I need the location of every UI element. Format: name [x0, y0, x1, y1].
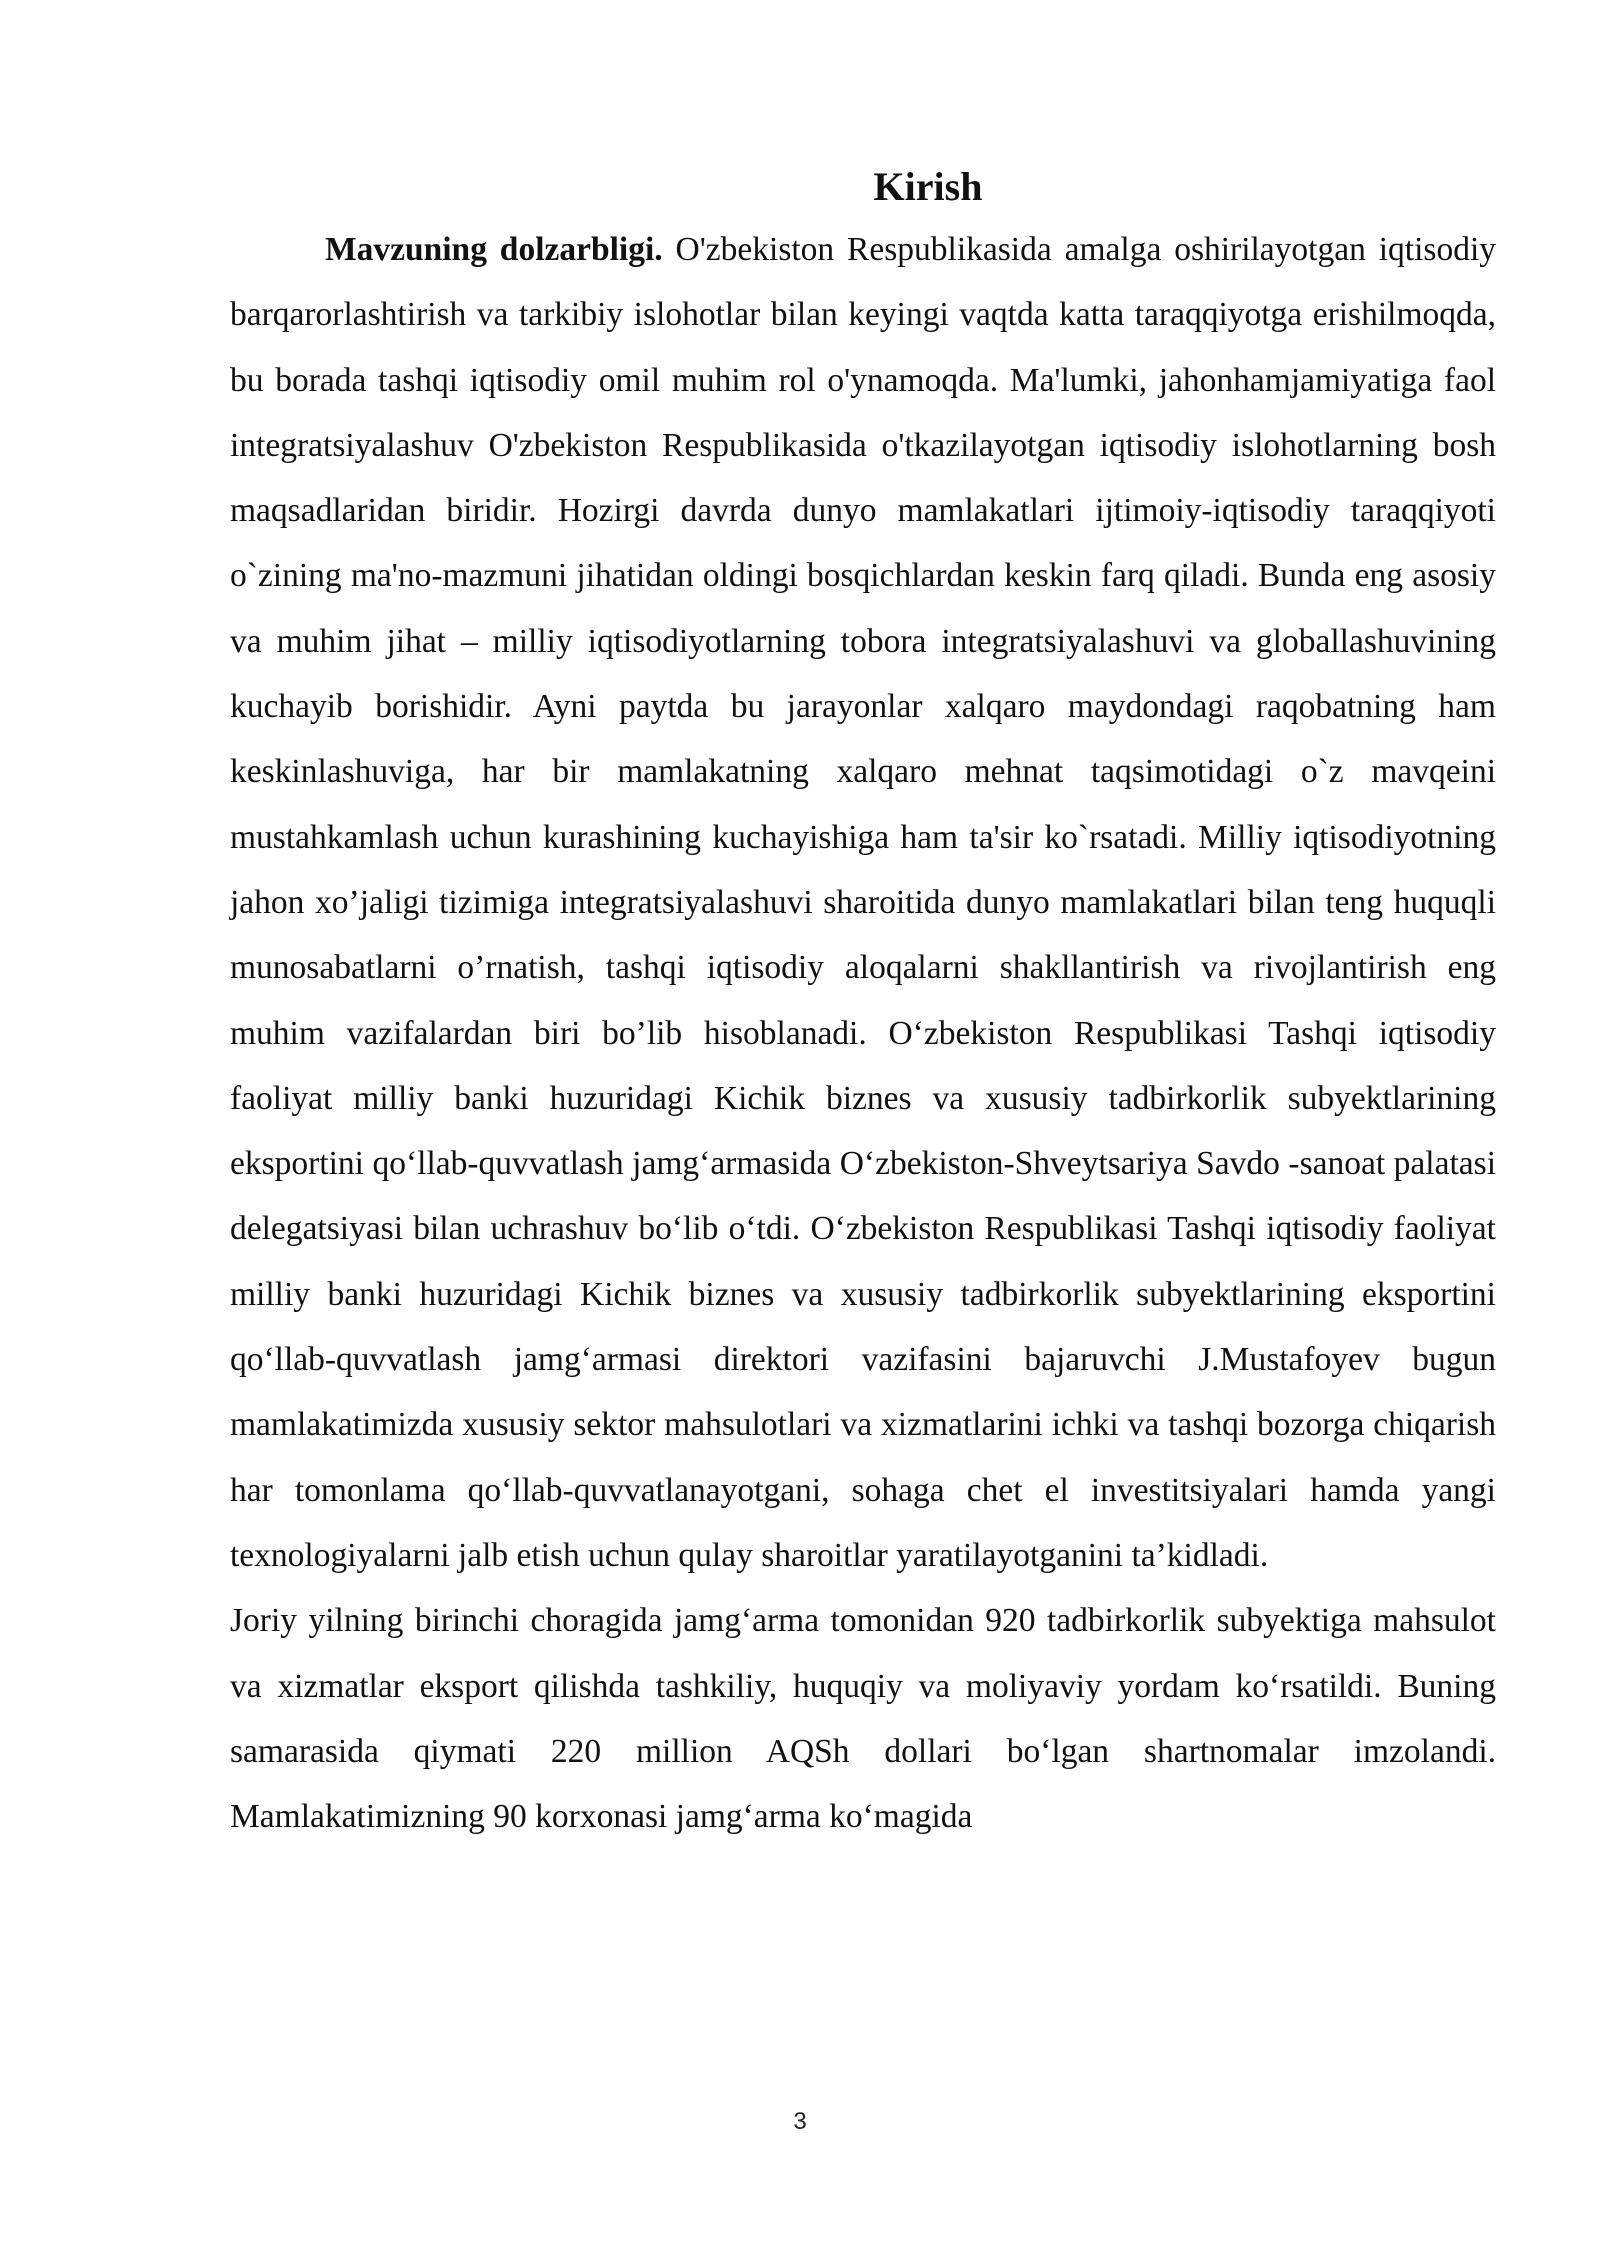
- paragraph-relevance: [230, 217, 1496, 1588]
- paragraph-lead: Mavzuning dolzarbligi.: [325, 231, 663, 268]
- section-title: Kirish: [873, 164, 983, 209]
- paragraph-body: O'zbekiston Respublikasida amalga oshirilayotgan iqtisodiy barqarorlashtirish va tarkibiy islohotlar bilan keyingi vaqtda katta taraqqiyotga erishilmoqda, bu borada tashqi iqtisodiy omil muhim rol o'ynamoqda. Ma'lumki, jahonhamjamiyatiga faol integratsiyalashuv O'zbekiston Respublikasida o'tkazilayotgan iqtisodiy islohotlarning bosh maqsadlaridan biridir. Hozirgi davrda dunyo mamlakatlari ijtimoiy-iqtisodiy taraqqiyoti o`zining ma'no-mazmuni jihatidan oldingi bosqichlardan keskin farq qiladi. Bunda eng asosiy va muhim jihat – milliy iqtisodiyotlarning tobora integratsiyalashuvi va globallashuvining kuchayib borishidir. Ayni paytda bu jarayonlar xalqaro maydondagi raqobatning ham keskinlashuviga, har bir mamlakatning xalqaro mehnat taqsimotidagi o`z mavqeini mustahkamlash uchun kurashining kuchayishiga ham ta'sir ko`rsatadi. Milliy iqtisodiyotning jahon xo’jaligi tizimiga integratsiyalashuvi sharoitida dunyo mamlakatlari bilan teng huquqli munosabatlarni o’rnatish, tashqi iqtisodiy aloqalarni shakllantirish va rivojlantirish eng muhim vazifalardan biri bo’lib hisoblanadi. O‘zbekiston Respublikasi Tashqi iqtisodiy faoliyat milliy banki huzuridagi Kichik biznes va xususiy tadbirkorlik subyektlarining eksportini qo‘llab-quvvatlash jamg‘armasida O‘zbekiston-Shveytsariya Savdo -sanoat palatasi delegatsiyasi bilan uchrashuv bo‘lib o‘tdi. O‘zbekiston Respublikasi Tashqi iqtisodiy faoliyat milliy banki huzuridagi Kichik biznes va xususiy tadbirkorlik subyektlarining eksportini qo‘llab-quvvatlash jamg‘armasi direktori vazifasini bajaruvchi J.Mustafoyev bugun mamlakatimizda xususiy sektor mahsulotlari va xizmatlarini ichki va tashqi bozorga chiqarish har tomonlama qo‘llab-quvvatlanayotgani, sohaga chet el investitsiyalari hamda yangi texnologiyalarni jalb etish uchun qulay sharoitlar yaratilayotganini ta’kidladi.: [230, 231, 1496, 1574]
- page-content: [230, 157, 1496, 1849]
- page-number: 3: [793, 2108, 807, 2135]
- paragraph-quarter-results: Joriy yilning birinchi choragida jamg‘arma tomonidan 920 tadbirkorlik subyektiga mahsulot va xizmatlar eksport qilishda tashkiliy, huquqiy va moliyaviy yordam ko‘rsatildi. Buning samarasida qiymati 220 million AQSh dollari bo‘lgan shartnomalar imzolandi. Mamlakatimizning 90 korxonasi jamg‘arma ko‘magida: [230, 1602, 1496, 1836]
